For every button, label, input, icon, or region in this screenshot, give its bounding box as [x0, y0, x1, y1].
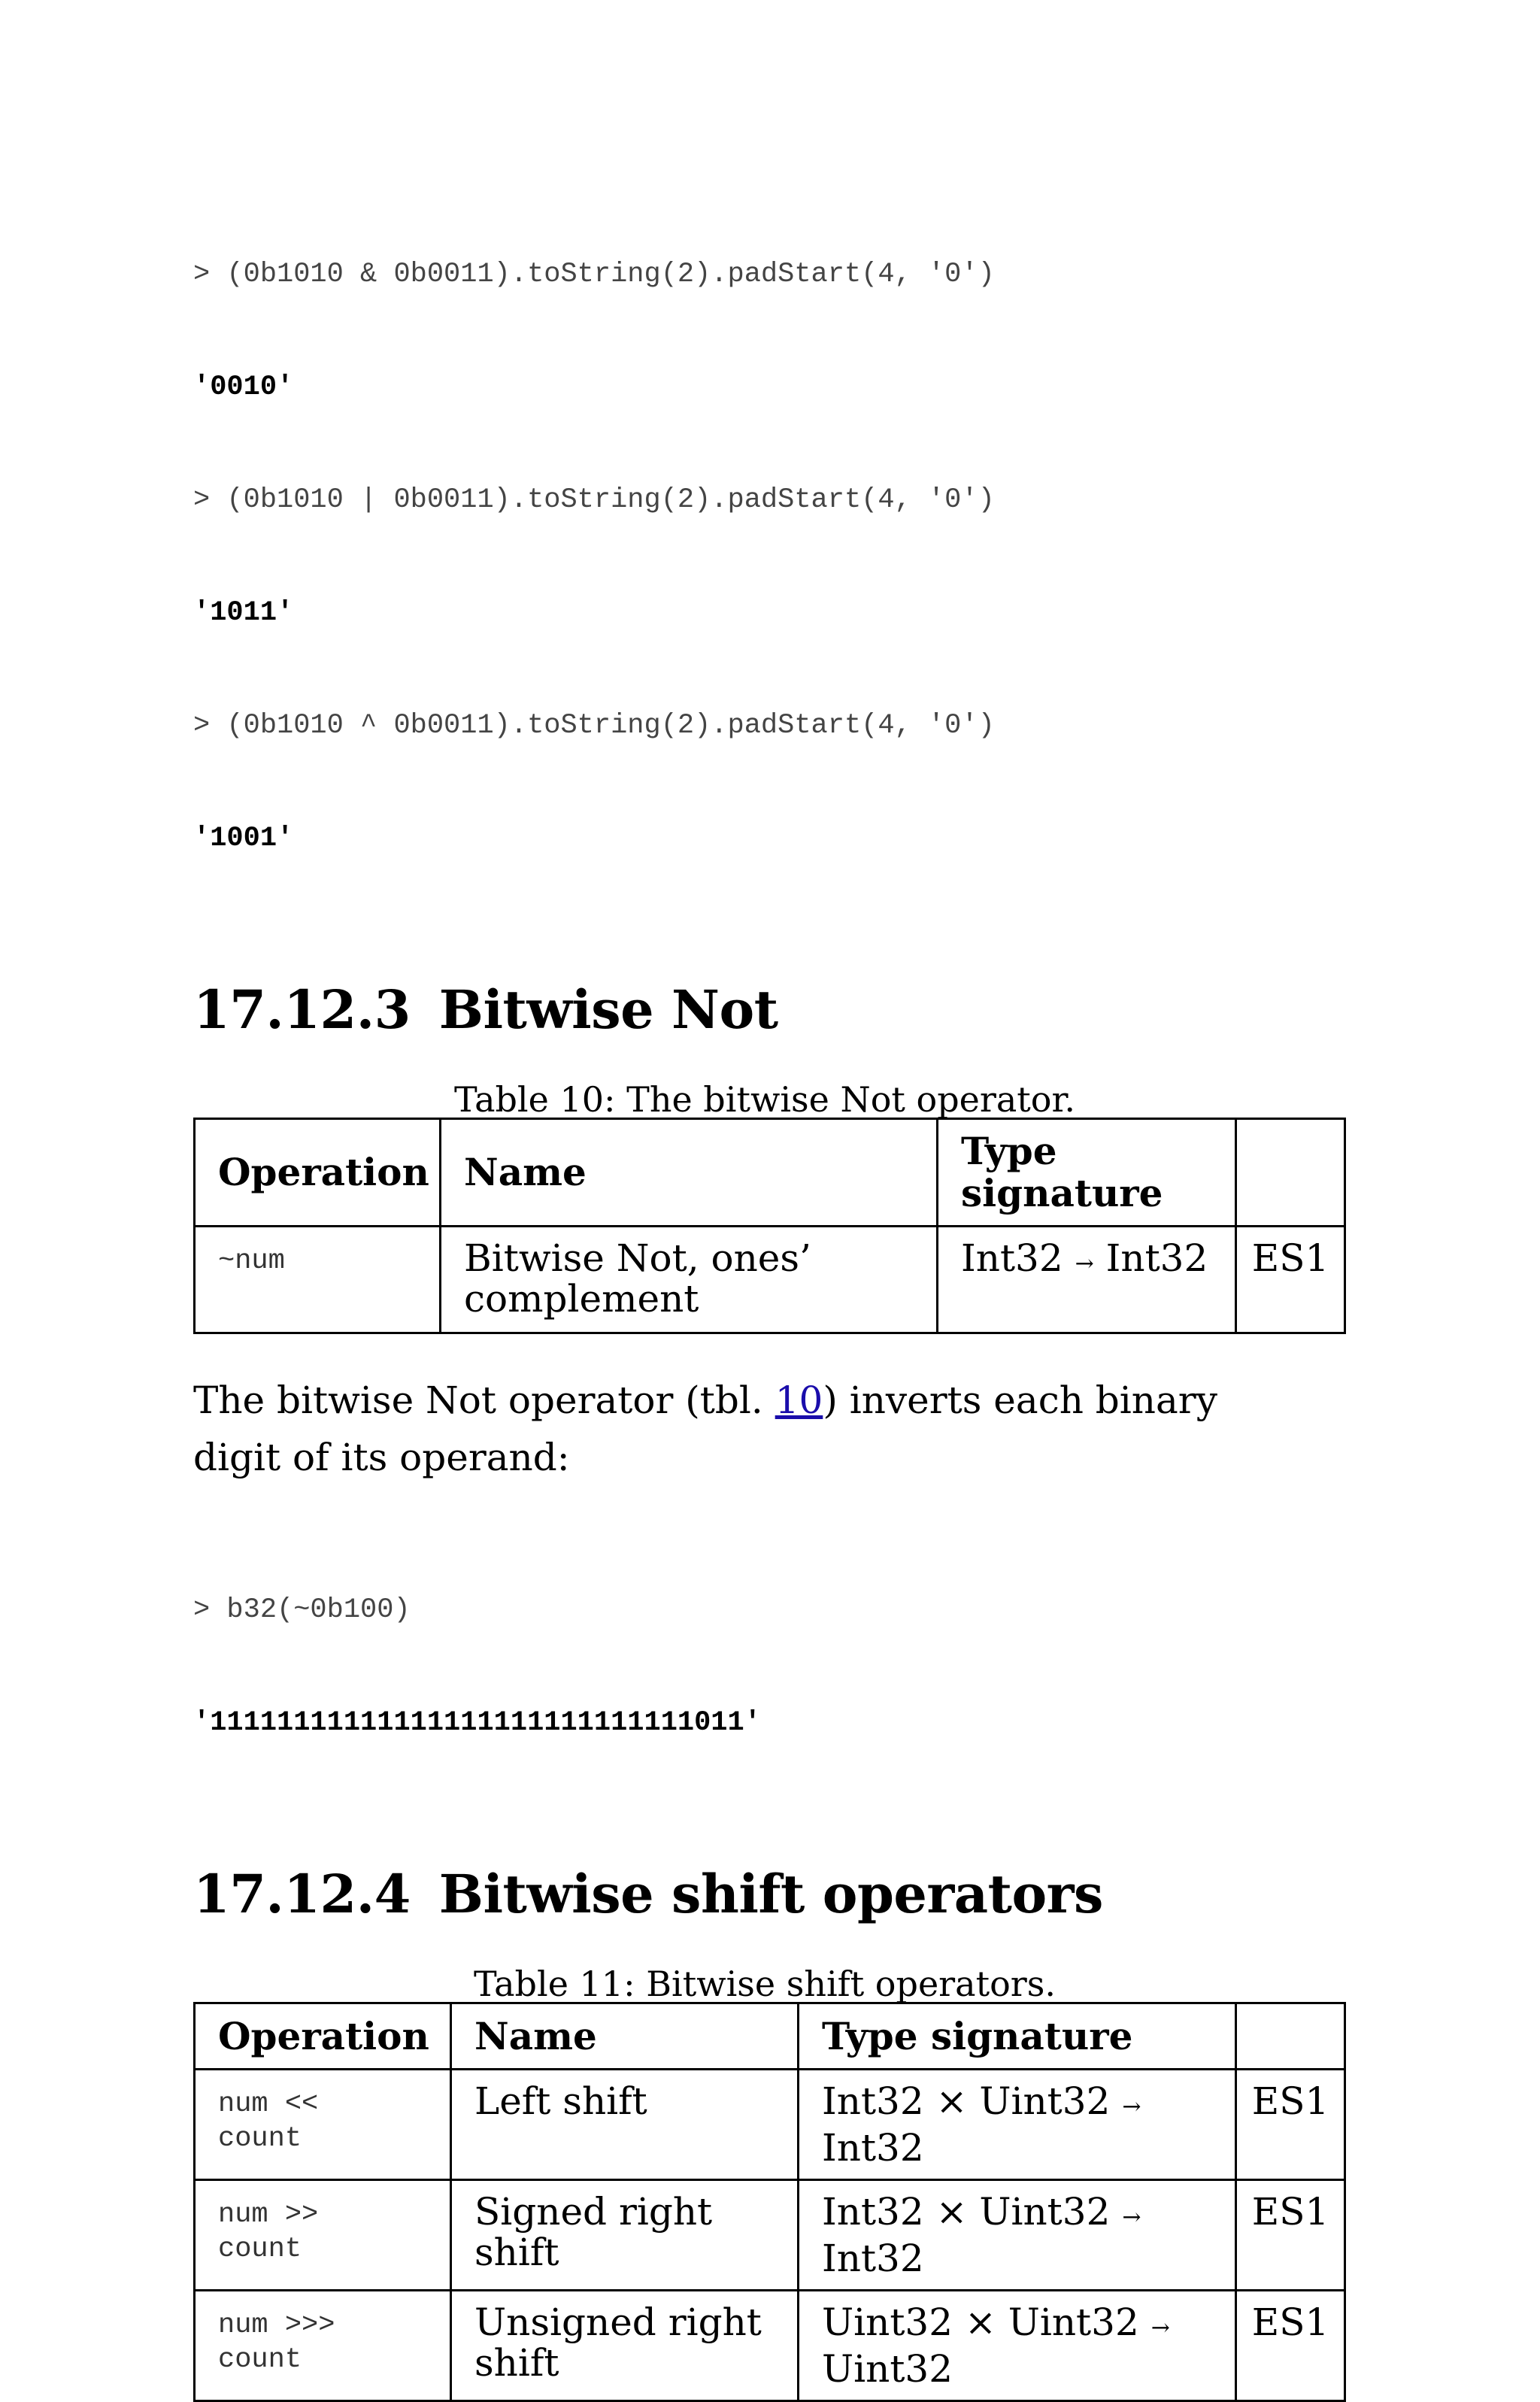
header-operation: Operation	[195, 2003, 451, 2070]
cell-name: Signed right shift	[451, 2180, 799, 2291]
code-line: > b32(~0b100)	[193, 1594, 411, 1626]
type-input: Int32	[961, 1236, 1063, 1280]
type-output: Int32	[822, 2237, 924, 2280]
operation-line: num >>	[218, 2199, 319, 2231]
table-header-row	[195, 1119, 1345, 1227]
document-page	[193, 180, 1344, 2402]
section-heading-bitwise-shift	[193, 1861, 1344, 1928]
code-output: '11111111111111111111111111111011'	[193, 1707, 761, 1739]
code-block-bitwise-not	[193, 1516, 1344, 1817]
table-reference-link[interactable]: 10	[775, 1378, 823, 1422]
cell-version: ES1	[1236, 2070, 1345, 2180]
section-number: 17.12.3	[193, 978, 411, 1041]
type-output: Int32	[822, 2126, 924, 2170]
cell-operation	[195, 2070, 451, 2180]
arrow-icon: →	[1075, 1251, 1094, 1277]
operation-line: count	[218, 2234, 302, 2265]
table-row	[195, 1227, 1345, 1333]
header-name: Name	[441, 1119, 938, 1227]
cell-operation	[195, 2291, 451, 2401]
cell-name: Unsigned right shift	[451, 2291, 799, 2401]
cell-type-signature	[799, 2180, 1236, 2291]
cell-type-signature	[799, 2070, 1236, 2180]
paragraph-text: ) inverts each binary digit of its operand:	[193, 1378, 1217, 1479]
table-caption: Table 10: The bitwise Not operator.	[453, 1079, 1076, 1120]
type-input: Int32 × Uint32	[822, 2190, 1111, 2234]
cell-version: ES1	[1236, 1227, 1345, 1333]
code-line: > (0b1010 | 0b0011).toString(2).padStart(4, '0')	[193, 484, 995, 516]
code-line: > (0b1010 ^ 0b0011).toString(2).padStart(4, '0')	[193, 710, 995, 742]
paragraph-text: The bitwise Not operator (tbl.	[193, 1378, 775, 1422]
header-version	[1236, 1119, 1345, 1227]
bitwise-not-table	[193, 1118, 1346, 1334]
type-input: Int32 × Uint32	[822, 2079, 1111, 2123]
cell-version: ES1	[1236, 2180, 1345, 2291]
code-output: '0010'	[193, 372, 294, 403]
table-row	[195, 2291, 1345, 2401]
type-input: Uint32 × Uint32	[822, 2300, 1139, 2344]
header-operation: Operation	[195, 1119, 441, 1227]
code-line: > (0b1010 & 0b0011).toString(2).padStart(4, '0')	[193, 259, 995, 290]
cell-operation: ~num	[195, 1227, 441, 1333]
section-heading-bitwise-not	[193, 976, 1344, 1044]
arrow-icon: →	[1122, 2094, 1141, 2120]
arrow-icon: →	[1150, 2315, 1170, 2341]
header-type-signature: Type signature	[799, 2003, 1236, 2070]
cell-name: Bitwise Not, ones’ complement	[441, 1227, 938, 1333]
code-block-bitwise-binary	[193, 180, 1344, 933]
table-caption: Table 11: Bitwise shift operators.	[474, 1964, 1056, 2004]
paragraph-bitwise-not	[193, 1372, 1306, 1486]
operation-line: count	[218, 2123, 302, 2155]
code-output: '1011'	[193, 597, 294, 629]
section-title: Bitwise shift operators	[438, 1863, 1103, 1925]
table-header-row	[195, 2003, 1345, 2070]
operation-line: num >>>	[218, 2309, 335, 2341]
section-number: 17.12.4	[193, 1863, 411, 1925]
cell-name: Left shift	[451, 2070, 799, 2180]
cell-version: ES1	[1236, 2291, 1345, 2401]
cell-operation	[195, 2180, 451, 2291]
header-type-signature: Type signature	[938, 1119, 1236, 1227]
section-title: Bitwise Not	[438, 978, 778, 1041]
operation-line: num <<	[218, 2088, 319, 2120]
arrow-icon: →	[1122, 2204, 1141, 2231]
cell-type-signature	[938, 1227, 1236, 1333]
table-row	[195, 2070, 1345, 2180]
bitwise-shift-table	[193, 2002, 1346, 2402]
header-name: Name	[451, 2003, 799, 2070]
header-version	[1236, 2003, 1345, 2070]
cell-type-signature	[799, 2291, 1236, 2401]
operation-line: count	[218, 2344, 302, 2376]
type-output: Uint32	[822, 2347, 953, 2391]
type-output: Int32	[1105, 1236, 1208, 1280]
code-output: '1001'	[193, 823, 294, 854]
table-row	[195, 2180, 1345, 2291]
